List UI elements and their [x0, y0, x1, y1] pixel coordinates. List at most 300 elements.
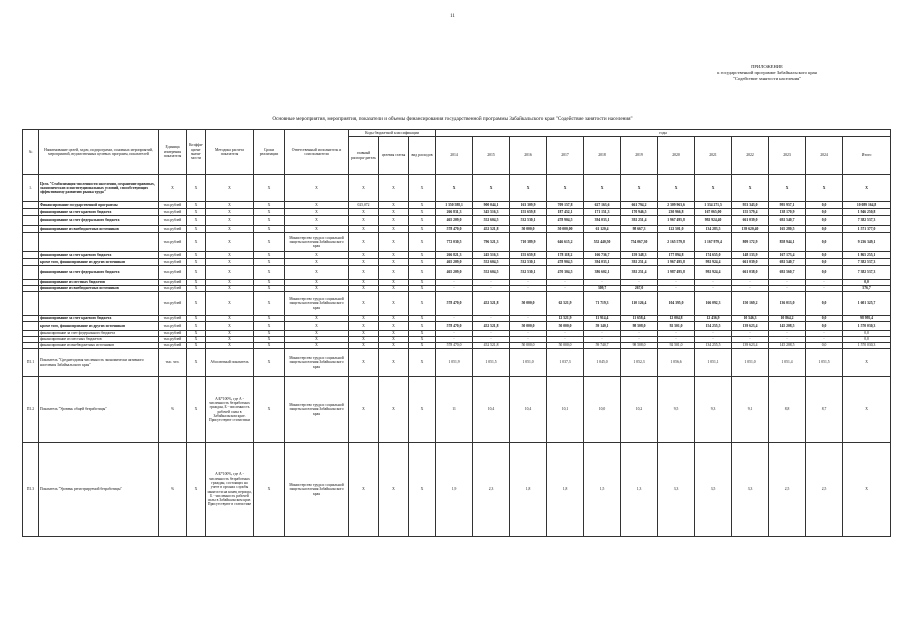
row-value: - [436, 331, 473, 337]
row-value: 9,5 [658, 377, 695, 443]
row-name: финансирование за счет краевого бюджета [39, 316, 159, 322]
row-value: 166 736,7 [584, 252, 621, 259]
appendix-line-1: ПРИЛОЖЕНИЕ [751, 64, 783, 69]
page-number: 11 [450, 14, 455, 19]
header-kbk-main: главный распоря-дитель [349, 137, 379, 175]
row-kbk-main: X [349, 331, 379, 337]
row-deadline: X [254, 202, 285, 209]
table-row [23, 216, 891, 226]
row-kbk-exp: X [409, 216, 436, 226]
row-name: финансирование за счет федерального бюджета [39, 331, 159, 337]
row-value: 171 151,3 [584, 209, 621, 216]
row-kbk-exp: X [409, 286, 436, 292]
row-name [39, 233, 159, 252]
row-value: 470 304,5 [547, 266, 584, 280]
row-value: 267,0 [621, 286, 658, 292]
row-kbk-main: X [349, 226, 379, 233]
row-executor: X [285, 343, 349, 349]
header-executor: Ответственный исполнитель и соисполнители [285, 130, 349, 175]
row-value: 50 000,00 [547, 226, 584, 233]
table-row [23, 349, 891, 377]
row-value: 452 521,8 [473, 292, 510, 316]
row-value: 386 602,1 [584, 266, 621, 280]
row-value: - [473, 331, 510, 337]
row-executor: X [285, 216, 349, 226]
row-kbk-item: X [379, 280, 409, 286]
row-kbk-main: X [349, 337, 379, 343]
row-num [23, 202, 39, 209]
row-value: 1 601 325,7 [843, 292, 891, 316]
row-unit: тыс.рублей [159, 286, 187, 292]
row-value: 1 571 377,0 [843, 226, 891, 233]
row-kbk-exp: X [409, 349, 436, 377]
row-value: 0,0 [806, 259, 843, 266]
row-value: - [769, 331, 806, 337]
row-value: - [658, 286, 695, 292]
row-kbk-exp: X [409, 443, 436, 537]
row-kbk-item: X [379, 322, 409, 331]
row-value: 0,0 [806, 343, 843, 349]
header-deadline: Сроки реализации [254, 130, 285, 175]
row-value: - [473, 337, 510, 343]
row-value: 50 000,0 [547, 343, 584, 349]
row-value: - [806, 337, 843, 343]
row-value: 10,0 [584, 377, 621, 443]
row-value: 627 163,6 [584, 202, 621, 209]
row-value: 155 659,8 [510, 209, 547, 216]
row-coef: X [187, 286, 206, 292]
row-kbk-item: X [379, 209, 409, 216]
row-value: 0,0 [843, 280, 891, 286]
row-value: 150 169,2 [732, 292, 769, 316]
row-value: 136 013,0 [769, 292, 806, 316]
row-value: 12 436,9 [695, 316, 732, 322]
table-row [23, 259, 891, 266]
row-value: X [547, 175, 584, 202]
row-value: 1,5 [584, 443, 621, 537]
row-value: 1 051,0 [510, 349, 547, 377]
table-row [23, 175, 891, 202]
row-value: X [584, 175, 621, 202]
row-kbk-main: X [349, 259, 379, 266]
row-value: - [510, 331, 547, 337]
row-value: 772 030,5 [436, 233, 473, 252]
row-value: 166 092,3 [695, 292, 732, 316]
row-value: 1 045,0 [584, 349, 621, 377]
row-unit: % [159, 443, 187, 537]
row-unit: тыс.рублей [159, 292, 187, 316]
header-year: 2015 [473, 137, 510, 175]
row-value: 170 946,5 [621, 209, 658, 216]
row-value: 9,3 [695, 377, 732, 443]
row-value: 139 623,4 [732, 322, 769, 331]
row-name: Цель "Стабилизация численности населения, сохранение правовых, экономических и институциональных условий, способствующих эффективному развитию рынка труда" [39, 175, 159, 202]
row-value: 71 719,3 [584, 292, 621, 316]
row-value: 266 831,3 [436, 209, 473, 216]
row-kbk-exp: X [409, 292, 436, 316]
row-num [23, 216, 39, 226]
row-value: - [732, 286, 769, 292]
row-value: 900 044,1 [473, 202, 510, 209]
row-executor: X [285, 252, 349, 259]
row-executor: X [285, 280, 349, 286]
row-value: X [843, 377, 891, 443]
row-executor: X [285, 316, 349, 322]
program-table [22, 129, 891, 537]
row-executor: X [285, 331, 349, 337]
row-value: 7 382 537,3 [843, 216, 891, 226]
row-value: 145 208,5 [769, 322, 806, 331]
row-value: - [732, 337, 769, 343]
row-coef: X [187, 226, 206, 233]
header-kbk: Коды бюджетной классификации [349, 130, 436, 137]
row-unit: тыс.рублей [159, 316, 187, 322]
row-value: - [510, 316, 547, 322]
row-value: 9,1 [732, 377, 769, 443]
row-value: - [510, 337, 547, 343]
row-value: 1 037,3 [547, 349, 584, 377]
row-value: 104 395,0 [658, 292, 695, 316]
row-value: 452 521,8 [473, 343, 510, 349]
row-value: - [547, 286, 584, 292]
row-value: 646 615,2 [547, 233, 584, 252]
row-coef: X [187, 266, 206, 280]
row-kbk-exp: X [409, 337, 436, 343]
row-coef: X [187, 202, 206, 209]
row-kbk-main: X [349, 349, 379, 377]
row-coef: X [187, 349, 206, 377]
row-value: 50 000,0 [510, 226, 547, 233]
row-num [23, 322, 39, 331]
row-value: - [769, 337, 806, 343]
row-value: 754 067,30 [621, 233, 658, 252]
row-kbk-item: X [379, 266, 409, 280]
row-unit: тыс.рублей [159, 343, 187, 349]
row-value: 1 051,9 [436, 349, 473, 377]
row-name: финансирование за счет федерального бюджета [39, 266, 159, 280]
row-value: 1,3 [621, 443, 658, 537]
row-kbk-exp: X [409, 280, 436, 286]
row-value: 0,0 [806, 292, 843, 316]
row-kbk-main: X [349, 266, 379, 280]
row-value: 2,5 [806, 443, 843, 537]
row-value: 10,1 [547, 377, 584, 443]
row-coef: X [187, 233, 206, 252]
row-kbk-exp: X [409, 322, 436, 331]
row-value: 1 056,6 [658, 349, 695, 377]
row-coef: X [187, 377, 206, 443]
row-value: - [510, 286, 547, 292]
row-value: 10 546,3 [732, 316, 769, 322]
header-year: 2020 [658, 137, 695, 175]
row-value: 7 382 537,3 [843, 266, 891, 280]
row-value: 709 157,8 [547, 202, 584, 209]
header-years-title: годы [436, 130, 891, 137]
header-year: 2016 [510, 137, 547, 175]
row-value: X [658, 175, 695, 202]
row-value: 50 000,0 [547, 322, 584, 331]
row-value: 1 052,3 [621, 349, 658, 377]
row-name: финансирование за счет краевого бюджета [39, 252, 159, 259]
row-value: 0,0 [806, 226, 843, 233]
row-kbk-exp: X [409, 252, 436, 259]
row-value: 62 521,9 [547, 292, 584, 316]
row-name: кроме того, финансирование из других источников [39, 322, 159, 331]
row-executor: Министерство труда и социальной защиты населения Забайкальского края [285, 377, 349, 443]
row-value: X [621, 175, 658, 202]
row-value: 478 904,5 [547, 216, 584, 226]
row-value: 1 865 255,1 [843, 252, 891, 259]
row-name: кроме того, финансирование из других источников [39, 259, 159, 266]
row-value: 10,2 [621, 377, 658, 443]
row-value: 661 039,0 [732, 216, 769, 226]
table-row [23, 266, 891, 280]
row-value: 0,0 [806, 322, 843, 331]
row-value: 858 944,1 [769, 233, 806, 252]
row-coef: X [187, 175, 206, 202]
row-deadline: X [254, 209, 285, 216]
header-year: 2018 [584, 137, 621, 175]
row-unit: тыс.рублей [159, 322, 187, 331]
row-executor: Министерство труда и социальной защиты населения Забайкальского края [285, 443, 349, 537]
table-header [23, 130, 891, 175]
row-deadline: X [254, 226, 285, 233]
table-row [23, 322, 891, 331]
row-kbk-main: X [349, 343, 379, 349]
row-method: X [206, 343, 254, 349]
row-value: 394 033,1 [584, 259, 621, 266]
row-kbk-exp: X [409, 316, 436, 322]
row-value: - [621, 337, 658, 343]
row-method: X [206, 280, 254, 286]
row-value: 692 560,7 [769, 266, 806, 280]
row-value: 11 914,4 [584, 316, 621, 322]
row-coef: X [187, 259, 206, 266]
row-method: Абсолютный показатель [206, 349, 254, 377]
row-method: X [206, 316, 254, 322]
row-value: 465 209,0 [436, 216, 473, 226]
row-value: 1 987 495,8 [658, 266, 695, 280]
row-unit: % [159, 377, 187, 443]
row-value: - [621, 331, 658, 337]
row-deadline: X [254, 343, 285, 349]
row-deadline: X [254, 233, 285, 252]
row-value: 1 350 588,1 [436, 202, 473, 209]
row-num [23, 266, 39, 280]
row-value: 1 167 979,4 [695, 233, 732, 252]
header-year: 2019 [621, 137, 658, 175]
row-value: 159 348,3 [621, 252, 658, 259]
row-coef: X [187, 337, 206, 343]
row-kbk-item: X [379, 202, 409, 209]
row-value: - [769, 280, 806, 286]
row-value: 50 000,0 [510, 322, 547, 331]
row-unit: тыс.рублей [159, 226, 187, 233]
row-value: 3,3 [658, 443, 695, 537]
row-value: 1 967 495,8 [658, 216, 695, 226]
header-kbk-item: целевая статья [379, 137, 409, 175]
row-value: 1 946 250,8 [843, 209, 891, 216]
row-value: - [473, 286, 510, 292]
row-value: 3,3 [732, 443, 769, 537]
row-value: 2 165 579,8 [658, 233, 695, 252]
row-num: П1.1 [23, 349, 39, 377]
row-name: Показатель "Среднегодовая численность экономически активного населения Забайкальского края" [39, 349, 159, 377]
row-executor: X [285, 226, 349, 233]
row-value: - [769, 286, 806, 292]
row-value: 661 039,0 [732, 259, 769, 266]
header-year: 2023 [769, 137, 806, 175]
row-coef: X [187, 209, 206, 216]
row-value: 532 530,1 [510, 259, 547, 266]
row-kbk-main: X [349, 233, 379, 252]
row-value: 59 740,7 [584, 343, 621, 349]
row-method: X [206, 216, 254, 226]
row-value: 167 173,4 [769, 252, 806, 259]
row-kbk-item: X [379, 349, 409, 377]
row-executor: X [285, 209, 349, 216]
row-num [23, 252, 39, 259]
row-value: 167 065,00 [695, 209, 732, 216]
row-num [23, 292, 39, 316]
document-title: Основные мероприятия, мероприятия, показатели и объемы финансирования государственной программы Забайкальского края "Содействие занятости населения" [272, 116, 633, 122]
row-num [23, 233, 39, 252]
row-method: X [206, 226, 254, 233]
row-method: X [206, 233, 254, 252]
row-name: финансирование из местных бюджетов [39, 280, 159, 286]
table-row [23, 233, 891, 252]
row-value: X [732, 175, 769, 202]
row-value: 0,0 [806, 216, 843, 226]
row-deadline: X [254, 316, 285, 322]
row-kbk-item: X [379, 259, 409, 266]
row-name: финансирование из внебюджетных источников [39, 286, 159, 292]
row-num: 1. [23, 175, 39, 202]
row-coef: X [187, 292, 206, 316]
row-coef: X [187, 316, 206, 322]
row-kbk-exp: X [409, 331, 436, 337]
row-value: X [843, 349, 891, 377]
table-row [23, 252, 891, 259]
row-value: 0,0 [806, 252, 843, 259]
row-kbk-item: X [379, 252, 409, 259]
row-name: финансирование из внебюджетных источников [39, 343, 159, 349]
row-value: - [436, 316, 473, 322]
row-coef: X [187, 331, 206, 337]
row-value: 110 126,4 [621, 292, 658, 316]
row-name [39, 292, 159, 316]
row-name: Финансирование государственной программы [39, 202, 159, 209]
row-value: 10 089 164,8 [843, 202, 891, 209]
row-value: - [806, 286, 843, 292]
header-year: 2021 [695, 137, 732, 175]
row-kbk-main: 025,072 [349, 202, 379, 209]
row-value: X [843, 175, 891, 202]
row-kbk-main: X [349, 209, 379, 216]
row-value: 138 170,9 [769, 209, 806, 216]
row-method: X [206, 292, 254, 316]
appendix-note [657, 64, 877, 82]
row-value: 0,0 [806, 266, 843, 280]
header-year: 2014 [436, 137, 473, 175]
row-kbk-main: X [349, 216, 379, 226]
row-value: 155 659,8 [510, 252, 547, 259]
header-year: 2017 [547, 137, 584, 175]
row-value: 1 051,4 [769, 349, 806, 377]
row-value: 992 924,4 [695, 259, 732, 266]
row-value: - [732, 331, 769, 337]
row-num [23, 259, 39, 266]
row-executor: X [285, 337, 349, 343]
row-value: - [658, 337, 695, 343]
row-unit: тыс.рублей [159, 252, 187, 259]
row-value: 148 133,9 [732, 252, 769, 259]
row-coef: X [187, 216, 206, 226]
row-value: 1 967 495,8 [658, 259, 695, 266]
row-value: 98 667,3 [621, 226, 658, 233]
row-value: 309,7 [584, 286, 621, 292]
row-value: - [547, 280, 584, 286]
row-value: 59 140,1 [584, 322, 621, 331]
row-value: 0,0 [843, 331, 891, 337]
row-kbk-item: X [379, 343, 409, 349]
row-deadline: X [254, 259, 285, 266]
row-value: 0,0 [806, 316, 843, 322]
row-deadline: X [254, 331, 285, 337]
appendix-line-2: к государственной программе Забайкальского края [717, 70, 817, 75]
row-value: - [436, 280, 473, 286]
row-kbk-item: X [379, 337, 409, 343]
row-value: 177 894,8 [658, 252, 695, 259]
row-unit: тыс.рублей [159, 266, 187, 280]
row-method: X [206, 331, 254, 337]
row-value: 576,7 [843, 286, 891, 292]
row-kbk-exp: X [409, 377, 436, 443]
row-unit: тыс.рублей [159, 280, 187, 286]
row-value: - [584, 280, 621, 286]
row-value: - [436, 337, 473, 343]
row-method: X [206, 175, 254, 202]
row-value: 98 508,0 [621, 343, 658, 349]
row-unit: тыс.рублей [159, 209, 187, 216]
table-row [23, 377, 891, 443]
row-value: 8,7 [806, 377, 843, 443]
row-value: 1 051,1 [695, 349, 732, 377]
row-kbk-exp: X [409, 175, 436, 202]
row-kbk-main: X [349, 443, 379, 537]
row-value: 230 966,8 [658, 209, 695, 216]
row-value: 1 051,0 [732, 349, 769, 377]
row-value: 2,5 [769, 443, 806, 537]
row-value: 145 208,5 [769, 343, 806, 349]
row-value: 50 000,0 [510, 292, 547, 316]
row-value: 12 004,8 [658, 316, 695, 322]
row-kbk-item: X [379, 292, 409, 316]
row-executor: Министерство труда и социальной защиты населения Забайкальского края [285, 292, 349, 316]
header-year: Итого [843, 137, 891, 175]
row-value: 11 658,4 [621, 316, 658, 322]
row-value: 2,3 [473, 443, 510, 537]
row-unit: X [159, 175, 187, 202]
row-kbk-exp: X [409, 202, 436, 209]
appendix-line-3: "Содействие занятости населения" [732, 76, 802, 81]
row-value: 0,0 [806, 233, 843, 252]
row-deadline: X [254, 292, 285, 316]
row-value: 139 623,4 [732, 343, 769, 349]
row-executor: X [285, 259, 349, 266]
header-year: 2024 [806, 137, 843, 175]
header-year: 2022 [732, 137, 769, 175]
